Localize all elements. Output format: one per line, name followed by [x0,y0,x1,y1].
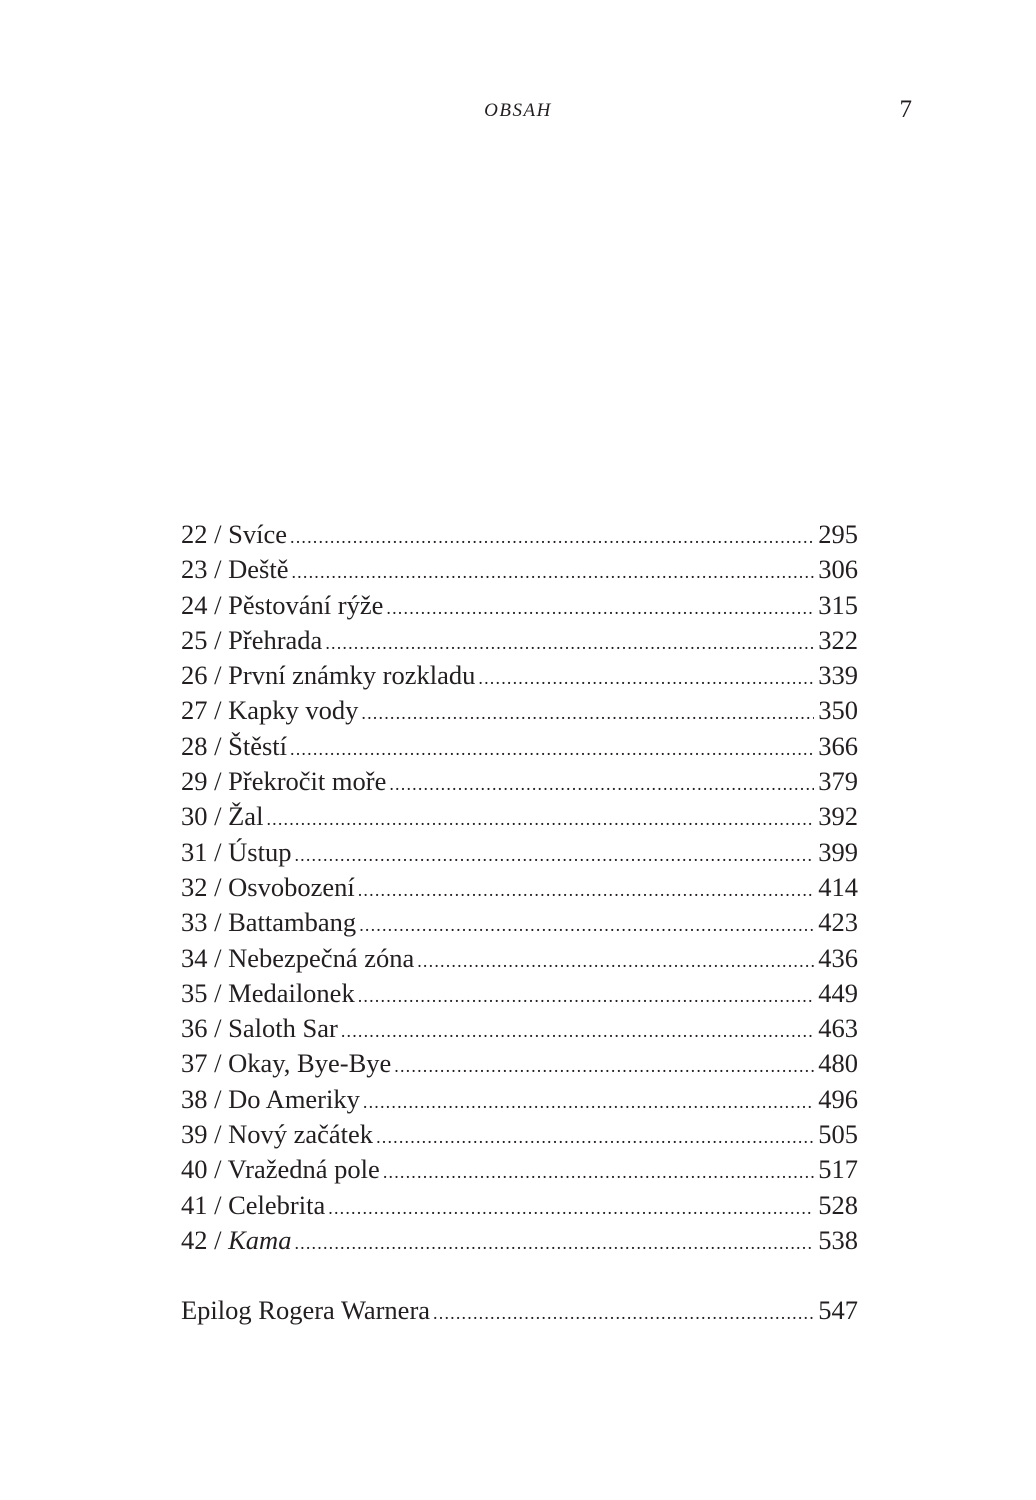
chapter-number: 36 [181,1013,208,1044]
chapter-number: 23 [181,554,208,585]
toc-entry-title [181,764,386,799]
toc-epilog [181,1293,858,1328]
dot-leader [383,1155,814,1187]
toc-entry[interactable] [181,588,858,623]
dot-leader [417,944,814,976]
toc-entry-title [181,693,358,728]
table-of-contents [181,517,858,1258]
chapter-number: 30 [181,801,208,832]
chapter-separator: / [207,730,229,761]
toc-entry-page: 295 [818,519,858,549]
dot-leader [290,520,814,552]
chapter-separator: / [207,1154,228,1185]
chapter-number: 22 [181,519,208,549]
toc-entry[interactable] [181,835,858,870]
chapter-number: 33 [181,907,208,938]
dot-leader [358,979,815,1011]
toc-entry[interactable] [181,1152,858,1187]
chapter-title: Celebrita [228,1189,326,1220]
toc-entry[interactable] [181,693,858,728]
toc-entry-title [181,517,287,552]
dot-leader [294,1226,814,1258]
dot-leader [386,591,814,623]
toc-entry-page: 496 [818,1083,858,1114]
toc-entry[interactable] [181,1188,858,1223]
toc-entry-page: 392 [818,801,858,832]
chapter-title: Kapky vody [228,695,359,726]
chapter-title: Saloth Sar [228,1013,338,1044]
toc-entry-title [181,1223,291,1258]
toc-entry-title [181,941,414,976]
toc-entry[interactable] [181,905,858,940]
chapter-title: Do Ameriky [228,1083,360,1114]
toc-entry-page: 306 [818,554,858,585]
toc-entry-title [181,1293,430,1328]
dot-leader [325,626,814,658]
toc-entry[interactable] [181,658,858,693]
chapter-title: Žal [228,801,264,832]
toc-entry[interactable] [181,517,858,552]
toc-entry[interactable] [181,623,858,658]
dot-leader [294,838,814,870]
chapter-number: 40 [181,1154,208,1185]
toc-entry-title [181,1046,391,1081]
page-number: 7 [899,96,912,123]
chapter-number: 37 [181,1048,208,1079]
toc-entry[interactable] [181,870,858,905]
chapter-separator: / [207,871,229,902]
dot-leader [478,661,814,693]
toc-entry-page: 366 [818,730,858,761]
toc-entry[interactable] [181,976,858,1011]
chapter-separator: / [207,519,229,549]
chapter-separator: / [207,589,229,620]
chapter-number: 41 [181,1189,208,1220]
toc-entry-title [181,1117,373,1152]
chapter-title: Nový začátek [228,1119,374,1150]
chapter-separator: / [207,942,229,973]
dot-leader [266,802,814,834]
toc-entry-page: 339 [818,660,858,691]
toc-entry-title [181,588,383,623]
toc-entry[interactable] [181,729,858,764]
chapter-number: 26 [181,660,208,691]
toc-entry-page: 399 [818,836,858,867]
chapter-title: Překročit moře [228,766,387,797]
chapter-number: 25 [181,624,208,655]
dot-leader [389,767,814,799]
chapter-title: Battambang [228,907,357,938]
chapter-separator: / [207,836,229,867]
chapter-title: Nebezpečná zóna [228,942,415,973]
chapter-separator: / [207,1189,229,1220]
toc-entry-title [181,658,475,693]
dot-leader [363,1085,814,1117]
chapter-title: Ústup [228,836,292,867]
chapter-title: Pěstování rýže [228,589,384,620]
toc-entry[interactable] [181,941,858,976]
toc-entry-page: 379 [818,766,858,797]
toc-entry-title [181,623,322,658]
chapter-number: 29 [181,766,208,797]
chapter-number: 42 [181,1224,208,1255]
chapter-separator: / [207,1224,229,1255]
toc-entry[interactable] [181,1046,858,1081]
toc-entry-page: 315 [818,589,858,620]
chapter-title: Kama [228,1224,292,1255]
chapter-number: 32 [181,871,208,902]
chapter-separator: / [207,1048,229,1079]
chapter-separator: / [207,801,229,832]
toc-entry-title [181,799,263,834]
toc-entry[interactable] [181,1011,858,1046]
chapter-separator: / [207,554,229,585]
toc-entry-page: 517 [818,1154,858,1185]
toc-entry-title [181,552,288,587]
toc-entry[interactable] [181,1117,858,1152]
chapter-separator: / [207,660,229,691]
chapter-title: Svíce [228,519,287,549]
toc-entry-page: 528 [818,1189,858,1220]
toc-entry-title [181,835,291,870]
toc-entry-page: 463 [818,1013,858,1044]
dot-leader [433,1296,814,1328]
running-head: OBSAH [484,100,552,121]
dot-leader [376,1120,814,1152]
toc-entry-page: 449 [818,977,858,1008]
toc-entry-page: 350 [818,695,858,726]
toc-entry[interactable] [181,1223,858,1258]
chapter-number: 31 [181,836,208,867]
toc-entry-title [181,870,355,905]
toc-entry[interactable] [181,764,858,799]
toc-entry-page: 480 [818,1048,858,1079]
toc-entry[interactable] [181,799,858,834]
chapter-number: 39 [181,1119,208,1150]
chapter-number: 35 [181,977,208,1008]
toc-entry-title [181,1188,325,1223]
dot-leader [328,1191,814,1223]
toc-entry-title [181,729,287,764]
chapter-separator: / [207,977,229,1008]
toc-entry-page: 423 [818,907,858,938]
toc-entry[interactable] [181,1082,858,1117]
toc-entry-title [181,1152,380,1187]
chapter-separator: / [207,1013,229,1044]
epilog-title: Epilog Rogera Warnera [181,1295,431,1325]
dot-leader [361,696,814,728]
toc-entry-title [181,905,356,940]
toc-entry-title [181,976,355,1011]
dot-leader [291,555,814,587]
chapter-title: Deště [228,554,289,585]
chapter-separator: / [207,695,229,726]
chapter-separator: / [207,766,229,797]
chapter-separator: / [207,907,229,938]
chapter-number: 38 [181,1083,208,1114]
toc-entry-title [181,1082,360,1117]
toc-entry-title [181,1011,338,1046]
chapter-number: 24 [181,589,208,620]
toc-entry-page: 538 [818,1224,858,1255]
chapter-title: První známky rozkladu [228,660,476,691]
chapter-number: 34 [181,942,208,973]
toc-entry-epilog[interactable] [181,1293,858,1328]
chapter-title: Okay, Bye-Bye [228,1048,392,1079]
chapter-title: Vražedná pole [227,1154,380,1185]
chapter-separator: / [207,1119,229,1150]
chapter-separator: / [207,624,229,655]
dot-leader [359,908,814,940]
chapter-separator: / [207,1083,229,1114]
toc-entry-page: 547 [818,1295,858,1325]
chapter-title: Medailonek [228,977,355,1008]
toc-entry-page: 322 [818,624,858,655]
dot-leader [341,1014,814,1046]
toc-entry-page: 436 [818,942,858,973]
dot-leader [394,1049,814,1081]
chapter-title: Štěstí [228,730,288,761]
chapter-title: Přehrada [228,624,323,655]
chapter-title: Osvobození [228,871,355,902]
toc-entry-page: 505 [818,1119,858,1150]
dot-leader [358,873,815,905]
chapter-number: 27 [181,695,208,726]
toc-entry[interactable] [181,552,858,587]
toc-entry-page: 414 [818,871,858,902]
dot-leader [290,732,814,764]
chapter-number: 28 [181,730,208,761]
